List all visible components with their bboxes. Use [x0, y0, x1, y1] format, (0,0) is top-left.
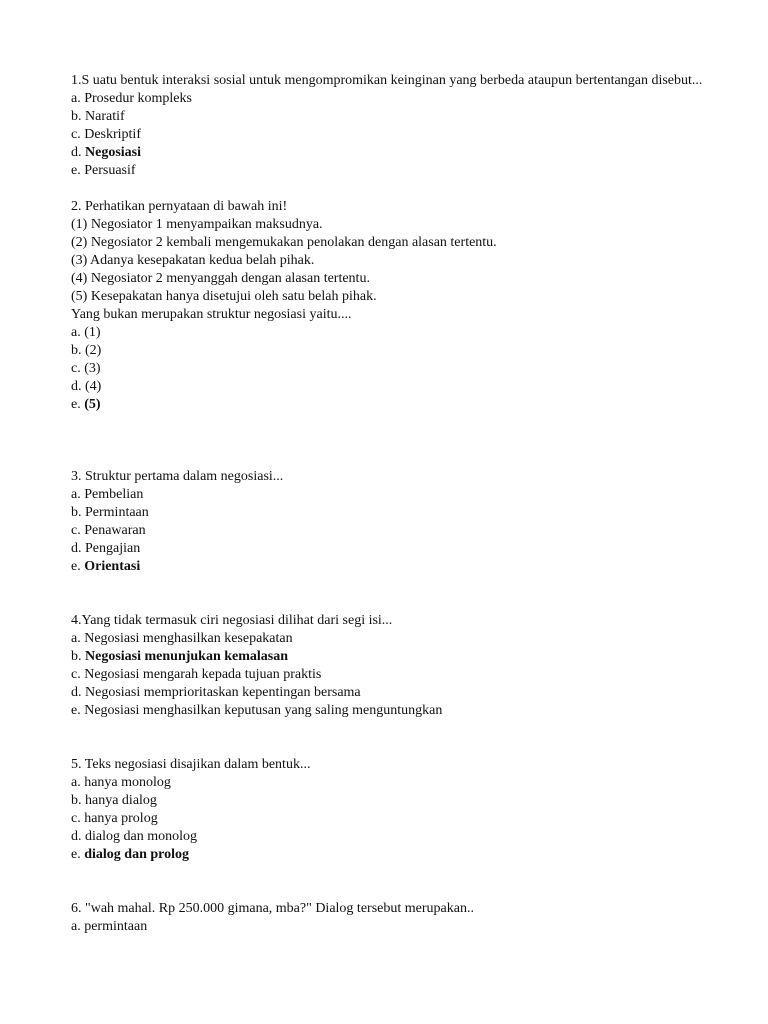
option-letter: a.: [71, 325, 81, 340]
answer-option-correct: [71, 144, 711, 162]
answer-option-correct: [71, 846, 711, 864]
option-text: Negosiasi mengarah kepada tujuan praktis: [84, 667, 322, 682]
question-2: [71, 198, 711, 414]
answer-option: [71, 342, 711, 360]
statement: (3) Adanya kesepakatan kedua belah pihak.: [71, 253, 315, 268]
option-letter: e.: [71, 703, 81, 718]
option-text: Persuasif: [84, 163, 136, 178]
question-prompt: Yang bukan merupakan struktur negosiasi yaitu....: [71, 307, 352, 322]
option-letter: e.: [71, 559, 81, 574]
option-text: (3): [84, 361, 101, 376]
option-text: Pembelian: [84, 487, 144, 502]
answer-option: [71, 684, 711, 702]
answer-option: [71, 90, 711, 108]
option-text: (2): [85, 343, 102, 358]
option-text: (5): [84, 397, 101, 412]
question-stem: 1.S uatu bentuk interaksi sosial untuk mengompromikan keinginan yang berbeda ataupun bertentangan disebut...: [71, 73, 703, 88]
option-text: Deskriptif: [84, 127, 141, 142]
answer-option: [71, 360, 711, 378]
answer-option: [71, 792, 711, 810]
option-letter: b.: [71, 793, 82, 808]
option-letter: b.: [71, 505, 82, 520]
option-text: Orientasi: [84, 559, 141, 574]
option-text: permintaan: [84, 919, 148, 934]
question-stem: 3. Struktur pertama dalam negosiasi...: [71, 469, 284, 484]
answer-option: [71, 918, 711, 936]
statement: (1) Negosiator 1 menyampaikan maksudnya.: [71, 217, 323, 232]
option-text: Negosiasi menghasilkan kesepakatan: [84, 631, 293, 646]
answer-option: [71, 162, 711, 180]
question-stem: 5. Teks negosiasi disajikan dalam bentuk...: [71, 757, 311, 772]
option-text: Negosiasi menghasilkan keputusan yang saling menguntungkan: [84, 703, 443, 718]
option-letter: a.: [71, 631, 81, 646]
option-letter: e.: [71, 847, 81, 862]
statement: (5) Kesepakatan hanya disetujui oleh satu belah pihak.: [71, 289, 377, 304]
answer-option: [71, 324, 711, 342]
option-text: (1): [84, 325, 101, 340]
answer-option: [71, 126, 711, 144]
option-text: Naratif: [85, 109, 125, 124]
option-letter: c.: [71, 523, 81, 538]
answer-option: [71, 630, 711, 648]
option-text: Negosiasi memprioritaskan kepentingan bersama: [85, 685, 361, 700]
answer-option: [71, 810, 711, 828]
answer-option: [71, 540, 711, 558]
option-letter: c.: [71, 127, 81, 142]
option-letter: c.: [71, 811, 81, 826]
option-letter: d.: [71, 379, 82, 394]
option-letter: b.: [71, 343, 82, 358]
question-stem: 4.Yang tidak termasuk ciri negosiasi dilihat dari segi isi...: [71, 613, 393, 628]
option-letter: a.: [71, 919, 81, 934]
option-letter: a.: [71, 487, 81, 502]
answer-option: [71, 378, 711, 396]
question-list: [71, 72, 711, 936]
option-text: Pengajian: [85, 541, 141, 556]
answer-option: [71, 504, 711, 522]
option-letter: a.: [71, 775, 81, 790]
option-text: hanya dialog: [85, 793, 157, 808]
statement: (4) Negosiator 2 menyanggah dengan alasan tertentu.: [71, 271, 370, 286]
option-letter: b.: [71, 649, 82, 664]
option-text: dialog dan prolog: [84, 847, 189, 862]
answer-option: [71, 486, 711, 504]
answer-option: [71, 522, 711, 540]
question-6: [71, 900, 711, 936]
answer-option: [71, 774, 711, 792]
question-1: [71, 72, 711, 180]
option-text: hanya prolog: [84, 811, 158, 826]
option-text: Negosiasi menunjukan kemalasan: [85, 649, 289, 664]
option-text: dialog dan monolog: [85, 829, 197, 844]
question-4: [71, 612, 711, 720]
option-text: Penawaran: [84, 523, 146, 538]
option-letter: d.: [71, 541, 82, 556]
option-text: (4): [85, 379, 102, 394]
question-5: [71, 756, 711, 864]
answer-option: [71, 828, 711, 846]
statement: (2) Negosiator 2 kembali mengemukakan penolakan dengan alasan tertentu.: [71, 235, 497, 250]
option-letter: d.: [71, 829, 82, 844]
option-text: hanya monolog: [84, 775, 171, 790]
answer-option: [71, 666, 711, 684]
option-text: Prosedur kompleks: [84, 91, 192, 106]
question-3: [71, 468, 711, 576]
answer-option-correct: [71, 558, 711, 576]
option-letter: d.: [71, 685, 82, 700]
option-letter: b.: [71, 109, 82, 124]
option-letter: c.: [71, 361, 81, 376]
option-text: Permintaan: [85, 505, 149, 520]
answer-option: [71, 702, 711, 720]
option-letter: d.: [71, 145, 82, 160]
option-letter: a.: [71, 91, 81, 106]
option-text: Negosiasi: [85, 145, 141, 160]
option-letter: c.: [71, 667, 81, 682]
option-letter: e.: [71, 397, 81, 412]
answer-option-correct: [71, 648, 711, 666]
answer-option: [71, 108, 711, 126]
question-stem: 6. "wah mahal. Rp 250.000 gimana, mba?" Dialog tersebut merupakan..: [71, 901, 474, 916]
option-letter: e.: [71, 163, 81, 178]
question-stem: 2. Perhatikan pernyataan di bawah ini!: [71, 199, 288, 214]
answer-option-correct: [71, 396, 711, 414]
